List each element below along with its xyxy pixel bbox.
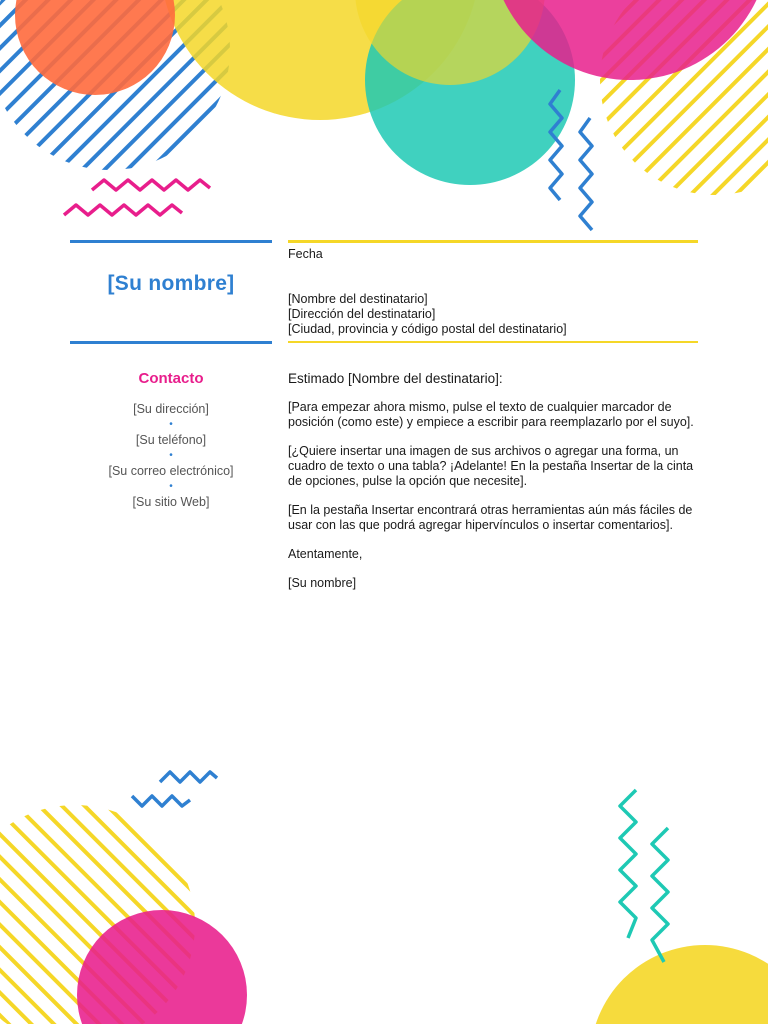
separator-dot: • <box>169 481 173 492</box>
teal-zigzag-bottom-2 <box>652 828 668 962</box>
contact-website[interactable]: [Su sitio Web] <box>132 495 210 509</box>
left-bottom-rule <box>70 341 272 344</box>
right-bottom-rule <box>288 341 698 343</box>
closing[interactable]: Atentamente, <box>288 547 363 561</box>
salutation[interactable]: Estimado [Nombre del destinatario]: <box>288 371 503 386</box>
recipient-city[interactable]: [Ciudad, provincia y código postal del destinatario] <box>288 322 567 336</box>
contact-address[interactable]: [Su dirección] <box>133 402 209 416</box>
signature[interactable]: [Su nombre] <box>288 576 357 590</box>
letter-body <box>288 371 700 605</box>
blue-zigzag-top-2 <box>580 118 592 230</box>
left-top-rule <box>70 240 272 243</box>
right-top-rule <box>288 240 698 243</box>
separator-dot: • <box>169 419 173 430</box>
letter-date[interactable]: Fecha <box>288 247 323 261</box>
contact-phone[interactable]: [Su teléfono] <box>135 433 207 447</box>
blue-zigzag-bottom-1 <box>160 772 217 782</box>
recipient-address[interactable]: [Dirección del destinatario] <box>288 307 436 321</box>
paragraph-3[interactable]: [En la pestaña Insertar encontrará otras herramientas aún más fáciles de usar con las que podrá agregar hipervínculos o insertar comentarios]. <box>288 503 693 532</box>
contact-email[interactable]: [Su correo electrónico] <box>108 464 234 478</box>
teal-zigzag-bottom-1 <box>620 790 636 938</box>
contact-heading: Contacto <box>138 370 204 387</box>
blue-zigzag-bottom-2 <box>132 796 190 806</box>
sender-name[interactable]: [Su nombre] <box>107 272 235 295</box>
paragraph-1[interactable]: [Para empezar ahora mismo, pulse el texto de cualquier marcador de posición (como este) y empiece a escribir para reemplazarlo por el suyo]. <box>288 400 694 429</box>
yellow-circle-bottom-right <box>590 945 768 1024</box>
pink-zigzag-top-1 <box>92 180 210 190</box>
separator-dot: • <box>169 450 173 461</box>
contact-list <box>70 402 272 510</box>
recipient-block <box>288 292 700 337</box>
pink-zigzag-top-2 <box>64 205 182 215</box>
paragraph-2[interactable]: [¿Quiere insertar una imagen de sus archivos o agregar una forma, un cuadro de texto o una tabla? ¡Adelante! En la pestaña Insertar de la cinta de opciones, pulse la opción que necesite]. <box>288 444 694 488</box>
recipient-name[interactable]: [Nombre del destinatario] <box>288 292 428 306</box>
